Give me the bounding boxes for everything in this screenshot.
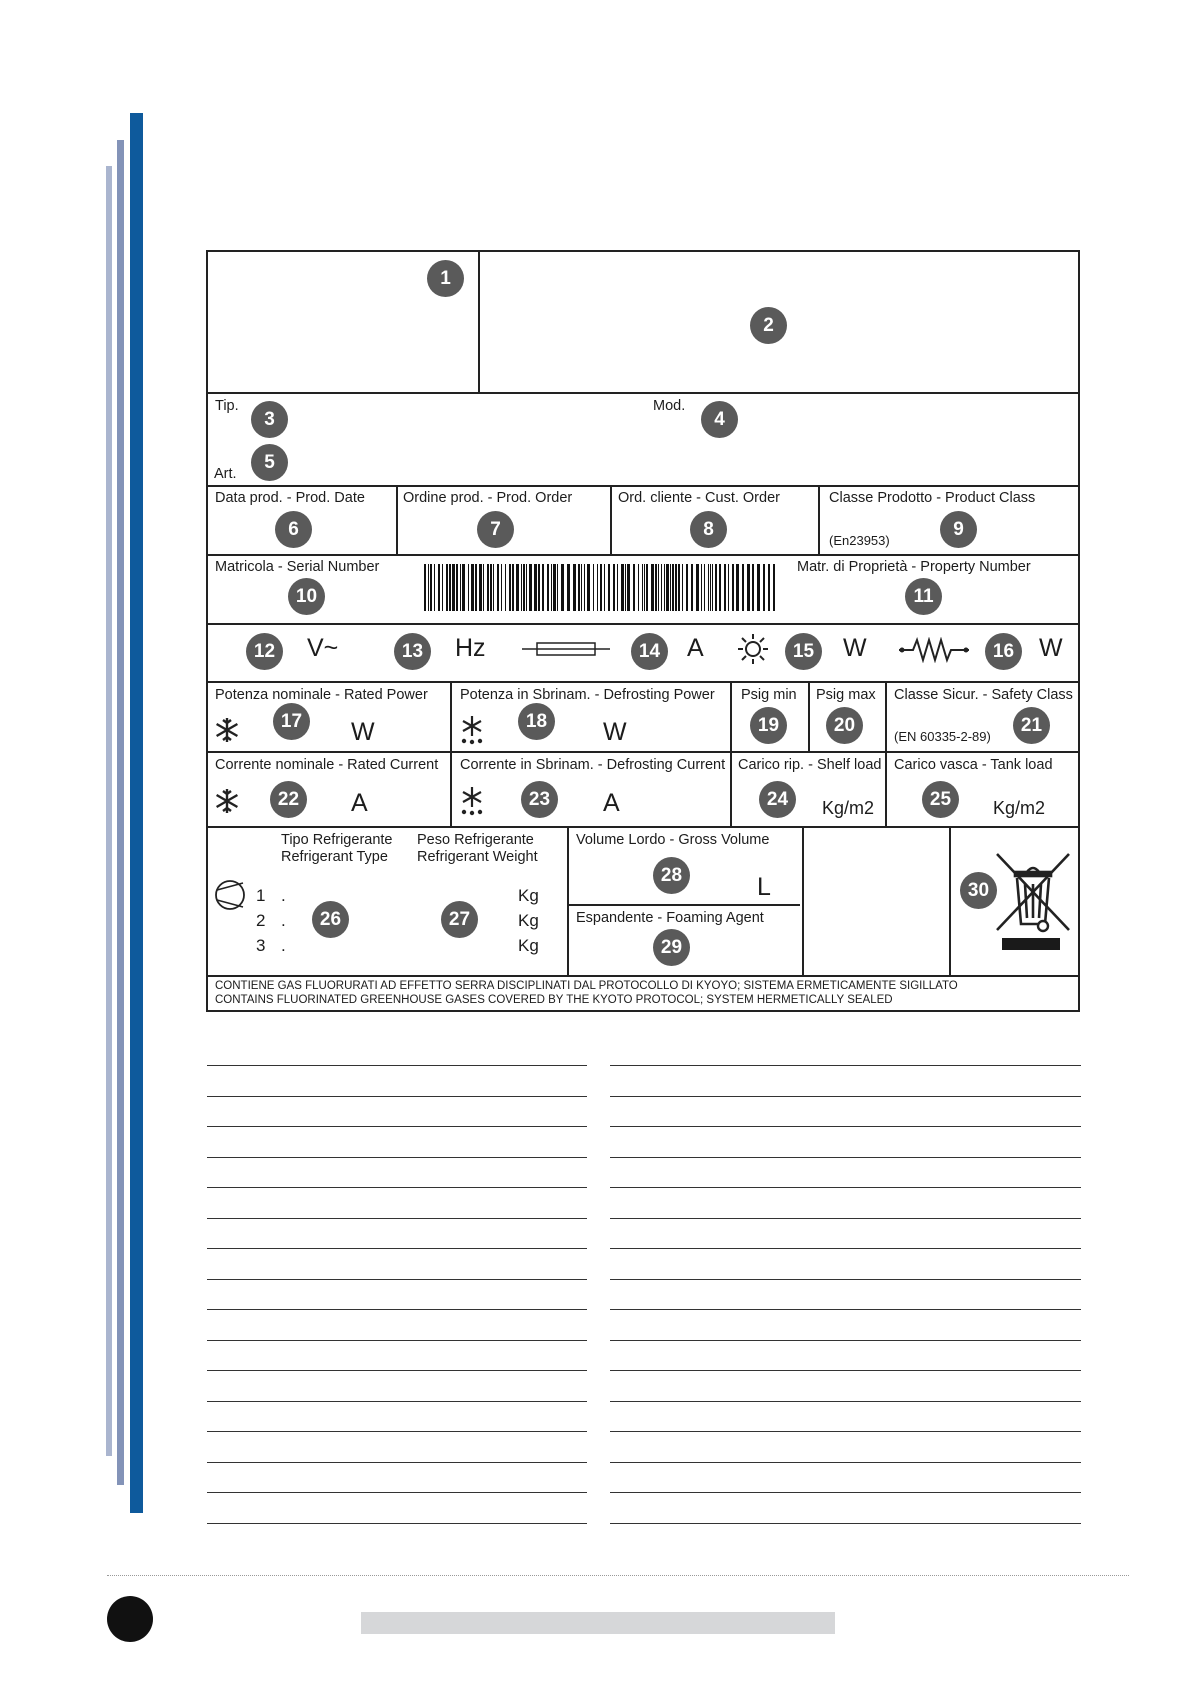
fgas-notice-en: CONTAINS FLUORINATED GREENHOUSE GASES COVERED BY THE KYOTO PROTOCOL; SYSTEM HERMETICALLY SEALED <box>215 994 893 1006</box>
barcode-bar <box>732 564 734 611</box>
heater-power-unit: W <box>1039 634 1063 662</box>
note-line <box>610 1401 1081 1402</box>
note-line <box>207 1065 587 1066</box>
barcode-bar <box>578 564 580 611</box>
note-line <box>610 1370 1081 1371</box>
note-line <box>207 1492 587 1493</box>
marker-14: 14 <box>631 633 668 670</box>
light-power-unit: W <box>843 634 867 662</box>
marker-15: 15 <box>785 633 822 670</box>
marker-24: 24 <box>759 781 796 818</box>
marker-26: 26 <box>312 901 349 938</box>
barcode-bar <box>567 564 570 611</box>
marker-6: 6 <box>275 511 312 548</box>
note-line <box>610 1126 1081 1127</box>
barcode-bar <box>438 564 440 611</box>
foaming-agent-label: Espandente - Foaming Agent <box>576 910 764 926</box>
marker-18: 18 <box>518 703 555 740</box>
note-line <box>207 1157 587 1158</box>
defrosting-power-unit: W <box>603 718 627 746</box>
note-line <box>610 1309 1081 1310</box>
barcode-bar <box>600 564 602 611</box>
barcode-bar <box>561 564 564 611</box>
note-line <box>610 1218 1081 1219</box>
barcode-bar <box>719 564 721 611</box>
barcode-bar <box>479 564 482 611</box>
refrigerant-weight-label: Peso Refrigerante <box>417 832 534 848</box>
barcode-bar <box>710 564 711 611</box>
footer-dotted-rule <box>107 1575 1129 1576</box>
prod-date-label: Data prod. - Prod. Date <box>215 490 365 506</box>
defrost-icon <box>459 786 485 816</box>
rated-current-unit: A <box>351 789 368 817</box>
barcode-bar <box>625 564 626 611</box>
defrost-icon <box>459 715 485 745</box>
barcode-bar <box>768 564 770 611</box>
note-line <box>207 1309 587 1310</box>
note-line <box>610 1187 1081 1188</box>
barcode-bar <box>434 564 435 611</box>
circuit-row-3-dot: . <box>281 936 286 955</box>
barcode-bar <box>617 564 618 611</box>
footer-title-bar <box>361 1612 835 1634</box>
barcode-bar <box>509 564 511 611</box>
note-line <box>207 1248 587 1249</box>
barcode-bar <box>604 564 605 611</box>
barcode-bar <box>691 564 693 611</box>
marker-23: 23 <box>521 781 558 818</box>
note-line <box>207 1523 587 1524</box>
barcode-bar <box>526 564 527 611</box>
tank-load-unit: Kg/m2 <box>993 798 1046 818</box>
defrosting-current-label: Corrente in Sbrinam. - Defrosting Current <box>460 757 726 773</box>
rating-plate <box>206 250 1080 1012</box>
psig-max-label: Psig max <box>816 687 876 703</box>
accent-bar-light <box>106 166 112 1456</box>
heater-icon <box>899 637 969 663</box>
barcode-bar <box>757 564 760 611</box>
barcode-bar <box>638 564 639 611</box>
marker-16: 16 <box>985 633 1022 670</box>
barcode-bar <box>747 564 750 611</box>
mod-label: Mod. <box>653 398 686 414</box>
refrigerant-type-label: Tipo Refrigerante <box>281 832 393 848</box>
barcode-bar <box>449 564 451 611</box>
barcode-bar <box>551 564 552 611</box>
circuit-row-1-dot: . <box>281 886 286 905</box>
barcode-bar <box>658 564 659 611</box>
marker-19: 19 <box>750 707 787 744</box>
barcode-bar <box>686 564 688 611</box>
note-line <box>610 1279 1081 1280</box>
barcode-bar <box>483 564 484 611</box>
frequency-unit: Hz <box>455 634 486 662</box>
note-line <box>207 1187 587 1188</box>
marker-3: 3 <box>251 401 288 438</box>
barcode-bar <box>460 564 461 611</box>
note-line <box>207 1401 587 1402</box>
barcode-bar <box>613 564 615 611</box>
barcode-bar <box>497 564 499 611</box>
barcode-bar <box>742 564 744 611</box>
marker-8: 8 <box>690 511 727 548</box>
barcode-bar <box>672 564 674 611</box>
barcode-bar <box>633 564 635 611</box>
marker-29: 29 <box>653 929 690 966</box>
safety-class-standard: (EN 60335-2-89) <box>894 729 991 744</box>
barcode-bar <box>512 564 514 611</box>
barcode-bar <box>547 564 549 611</box>
barcode-bar <box>675 564 677 611</box>
barcode-bar <box>728 564 729 611</box>
barcode-bar <box>704 564 705 611</box>
barcode-bar <box>424 564 426 611</box>
tip-label: Tip. <box>215 398 239 414</box>
refrigerant-type-label-en: Refrigerant Type <box>281 849 388 865</box>
refrigerant-weight-label-en: Refrigerant Weight <box>417 849 538 865</box>
barcode-bar <box>701 564 702 611</box>
barcode-bar <box>670 564 671 611</box>
barcode-bar <box>428 564 429 611</box>
marker-12: 12 <box>246 633 283 670</box>
marker-5: 5 <box>251 444 288 481</box>
barcode-bar <box>542 564 544 611</box>
note-line <box>610 1462 1081 1463</box>
circuit-row-2: 2 <box>256 911 266 930</box>
barcode-bar <box>573 564 576 611</box>
marker-7: 7 <box>477 511 514 548</box>
barcode-bar <box>557 564 558 611</box>
barcode-bar <box>490 564 492 611</box>
barcode-bar <box>642 564 643 611</box>
barcode-bar <box>462 564 465 611</box>
barcode-bar <box>587 564 590 611</box>
marker-28: 28 <box>653 857 690 894</box>
shelf-load-label: Carico rip. - Shelf load <box>738 757 882 773</box>
marker-11: 11 <box>905 578 942 615</box>
barcode-bar <box>621 564 624 611</box>
art-label: Art. <box>214 466 237 482</box>
product-class-standard: (En23953) <box>829 533 890 548</box>
marker-10: 10 <box>288 578 325 615</box>
barcode-bar <box>516 564 519 611</box>
note-line <box>207 1431 587 1432</box>
marker-9: 9 <box>940 511 977 548</box>
weight-unit-1: Kg <box>518 886 539 905</box>
note-line <box>610 1248 1081 1249</box>
barcode-bar <box>708 564 709 611</box>
barcode-bar <box>664 564 665 611</box>
marker-22: 22 <box>270 781 307 818</box>
note-line <box>207 1462 587 1463</box>
barcode-bar <box>666 564 669 611</box>
weight-unit-2: Kg <box>518 911 539 930</box>
accent-bar-mid <box>117 140 124 1485</box>
note-line <box>610 1492 1081 1493</box>
gross-volume-label: Volume Lordo - Gross Volume <box>576 832 770 848</box>
prod-order-label: Ordine prod. - Prod. Order <box>403 490 573 506</box>
barcode-bar <box>442 564 443 611</box>
note-line <box>207 1340 587 1341</box>
voltage-unit: V~ <box>307 634 339 662</box>
note-line <box>207 1218 587 1219</box>
barcode-bar <box>487 564 489 611</box>
fuse-icon <box>522 638 610 660</box>
marker-1: 1 <box>427 260 464 297</box>
barcode-bar <box>661 564 662 611</box>
barcode-bar <box>430 564 432 611</box>
barcode-bar <box>456 564 458 611</box>
note-line <box>610 1523 1081 1524</box>
snowflake-icon <box>214 788 240 814</box>
barcode-bar <box>501 564 502 611</box>
barcode-bar <box>715 564 717 611</box>
barcode-bar <box>493 564 494 611</box>
barcode-bar <box>678 564 680 611</box>
note-line <box>610 1096 1081 1097</box>
marker-2: 2 <box>750 307 787 344</box>
marker-30: 30 <box>960 872 997 909</box>
barcode-bar <box>724 564 726 611</box>
note-line <box>207 1279 587 1280</box>
snowflake-icon <box>214 717 240 743</box>
marker-27: 27 <box>441 901 478 938</box>
barcode <box>424 564 778 611</box>
barcode-bar <box>773 564 775 611</box>
barcode-bar <box>593 564 594 611</box>
gross-volume-unit: L <box>757 873 771 901</box>
safety-class-label: Classe Sicur. - Safety Class <box>894 687 1073 703</box>
barcode-bar <box>581 564 582 611</box>
barcode-bar <box>597 564 598 611</box>
barcode-bar <box>529 564 532 611</box>
barcode-bar <box>471 564 474 611</box>
marker-13: 13 <box>394 633 431 670</box>
psig-min-label: Psig min <box>741 687 797 703</box>
barcode-bar <box>553 564 556 611</box>
rated-power-unit: W <box>351 718 375 746</box>
note-line <box>207 1096 587 1097</box>
defrosting-power-label: Potenza in Sbrinam. - Defrosting Power <box>460 687 715 703</box>
barcode-bar <box>644 564 645 611</box>
barcode-bar <box>627 564 630 611</box>
barcode-bar <box>646 564 648 611</box>
barcode-bar <box>696 564 699 611</box>
tank-load-label: Carico vasca - Tank load <box>894 757 1053 773</box>
marker-17: 17 <box>273 703 310 740</box>
note-line <box>207 1126 587 1127</box>
barcode-bar <box>446 564 448 611</box>
compressor-icon <box>214 879 246 911</box>
defrosting-current-unit: A <box>603 789 620 817</box>
barcode-bar <box>736 564 739 611</box>
note-line <box>610 1157 1081 1158</box>
note-line <box>207 1370 587 1371</box>
barcode-bar <box>651 564 654 611</box>
weight-unit-3: Kg <box>518 936 539 955</box>
weee-bin-icon <box>993 852 1073 952</box>
barcode-bar <box>523 564 525 611</box>
accent-bar-blue <box>130 113 143 1513</box>
barcode-bar <box>608 564 610 611</box>
current-unit: A <box>687 634 704 662</box>
circuit-row-2-dot: . <box>281 911 286 930</box>
barcode-bar <box>655 564 657 611</box>
page-number-badge <box>107 1596 153 1642</box>
note-line <box>610 1065 1081 1066</box>
barcode-bar <box>521 564 522 611</box>
shelf-load-unit: Kg/m2 <box>822 798 875 818</box>
circuit-row-1: 1 <box>256 886 266 905</box>
barcode-bar <box>584 564 585 611</box>
barcode-bar <box>763 564 765 611</box>
barcode-bar <box>475 564 477 611</box>
light-icon <box>737 633 769 665</box>
serial-number-label: Matricola - Serial Number <box>215 559 380 575</box>
barcode-bar <box>752 564 754 611</box>
property-number-label: Matr. di Proprietà - Property Number <box>797 559 1031 575</box>
marker-21: 21 <box>1013 707 1050 744</box>
rated-power-label: Potenza nominale - Rated Power <box>215 687 428 703</box>
barcode-bar <box>534 564 537 611</box>
barcode-bar <box>452 564 455 611</box>
marker-25: 25 <box>922 781 959 818</box>
circuit-row-3: 3 <box>256 936 266 955</box>
barcode-bar <box>712 564 713 611</box>
marker-20: 20 <box>826 707 863 744</box>
barcode-bar <box>538 564 540 611</box>
cust-order-label: Ord. cliente - Cust. Order <box>618 490 780 506</box>
marker-4: 4 <box>701 401 738 438</box>
barcode-bar <box>682 564 683 611</box>
barcode-bar <box>468 564 469 611</box>
product-class-label: Classe Prodotto - Product Class <box>829 490 1036 506</box>
barcode-bar <box>505 564 506 611</box>
rated-current-label: Corrente nominale - Rated Current <box>215 757 439 773</box>
note-line <box>610 1431 1081 1432</box>
fgas-notice-it: CONTIENE GAS FLUORURATI AD EFFETTO SERRA DISCIPLINATI DAL PROTOCOLLO DI KYOYO; SISTEMA ERMETICAMENTE SIGILLATO <box>215 980 958 992</box>
note-line <box>610 1340 1081 1341</box>
